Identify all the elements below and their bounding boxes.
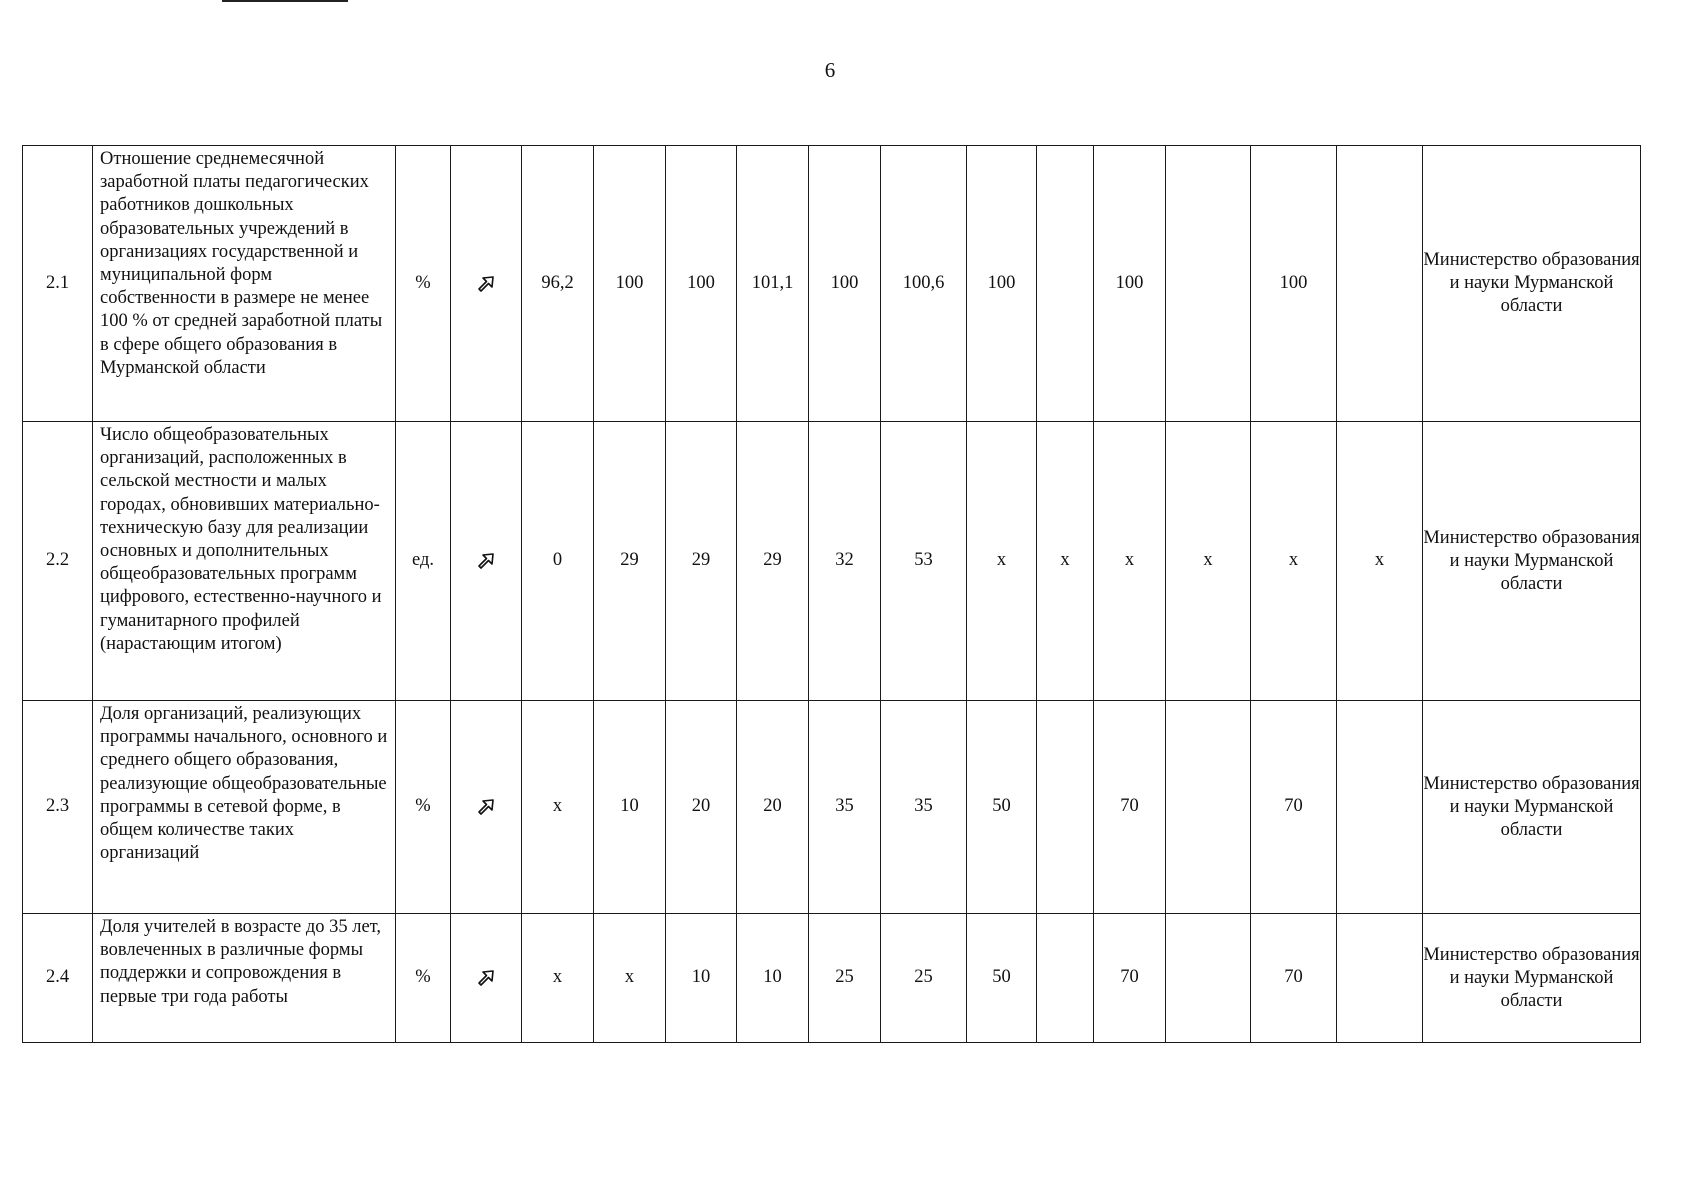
arrow-up-right-icon [477,798,495,816]
value-cell: х [1037,422,1094,701]
value-cell: 35 [881,701,967,914]
value-cell: 100 [594,146,666,422]
value-cell: х [594,914,666,1043]
trend-cell [451,914,522,1043]
value-cell [1337,914,1423,1043]
value-cell: 96,2 [522,146,594,422]
table-row [23,146,1641,422]
top-rule [222,0,348,2]
value-cell: 70 [1251,914,1337,1043]
value-cell: 29 [594,422,666,701]
table-row [23,701,1641,914]
responsible-executor: Министерство образования и науки Мурманской области [1423,146,1641,422]
value-cell: 25 [881,914,967,1043]
value-cell: 10 [737,914,809,1043]
value-cell: 20 [737,701,809,914]
value-cell [1037,146,1094,422]
indicator-description: Отношение среднемесячной заработной платы педагогических работников дошкольных образовательных учреждений в организациях государственной и муниципальной форм собственности в размере не менее 100 % от средней заработной платы в сфере общего образования в Мурманской области [93,146,396,422]
value-cell [1037,914,1094,1043]
unit-cell: % [396,914,451,1043]
value-cell: х [1094,422,1166,701]
value-cell [1166,914,1251,1043]
value-cell: 101,1 [737,146,809,422]
value-cell: 20 [666,701,737,914]
value-cell: 100 [666,146,737,422]
value-cell: х [967,422,1037,701]
arrow-up-right-icon [477,275,495,293]
value-cell: 32 [809,422,881,701]
value-cell: 50 [967,914,1037,1043]
value-cell: 70 [1094,701,1166,914]
page-number: 6 [824,58,836,82]
trend-cell [451,146,522,422]
unit-cell: ед. [396,422,451,701]
value-cell: 100 [967,146,1037,422]
arrow-up-right-icon [477,552,495,570]
table-row [23,914,1641,1043]
value-cell: х [1337,422,1423,701]
trend-cell [451,701,522,914]
indicator-description: Доля организаций, реализующих программы начального, основного и среднего общего образования, реализующие общеобразовательные программы в сетевой форме, в общем количестве таких организаций [93,701,396,914]
unit-cell: % [396,146,451,422]
value-cell: 0 [522,422,594,701]
value-cell [1037,701,1094,914]
trend-cell [451,422,522,701]
value-cell: 100 [1094,146,1166,422]
table-row [23,422,1641,701]
value-cell: 100 [1251,146,1337,422]
value-cell: 25 [809,914,881,1043]
indicators-table [22,145,1641,1043]
row-number: 2.2 [23,422,93,701]
value-cell: 29 [737,422,809,701]
table-body [23,146,1641,1043]
value-cell: 35 [809,701,881,914]
row-number: 2.1 [23,146,93,422]
value-cell: 100,6 [881,146,967,422]
value-cell: 29 [666,422,737,701]
row-number: 2.4 [23,914,93,1043]
value-cell: х [522,914,594,1043]
value-cell: 50 [967,701,1037,914]
value-cell: 70 [1094,914,1166,1043]
responsible-executor: Министерство образования и науки Мурманской области [1423,914,1641,1043]
value-cell: 70 [1251,701,1337,914]
value-cell: х [522,701,594,914]
value-cell [1337,701,1423,914]
indicator-description: Число общеобразовательных организаций, расположенных в сельской местности и малых городах, обновивших материально-техническую базу для реализации основных и дополнительных общеобразовательных программ цифрового, естественно-научного и гуманитарного профилей (нарастающим итогом) [93,422,396,701]
value-cell: х [1166,422,1251,701]
arrow-up-right-icon [477,969,495,987]
value-cell: 10 [594,701,666,914]
value-cell: х [1251,422,1337,701]
indicator-description: Доля учителей в возрасте до 35 лет, вовлеченных в различные формы поддержки и сопровождения в первые три года работы [93,914,396,1043]
value-cell [1166,146,1251,422]
responsible-executor: Министерство образования и науки Мурманской области [1423,422,1641,701]
value-cell: 100 [809,146,881,422]
unit-cell: % [396,701,451,914]
value-cell: 53 [881,422,967,701]
row-number: 2.3 [23,701,93,914]
value-cell: 10 [666,914,737,1043]
responsible-executor: Министерство образования и науки Мурманской области [1423,701,1641,914]
value-cell [1337,146,1423,422]
value-cell [1166,701,1251,914]
